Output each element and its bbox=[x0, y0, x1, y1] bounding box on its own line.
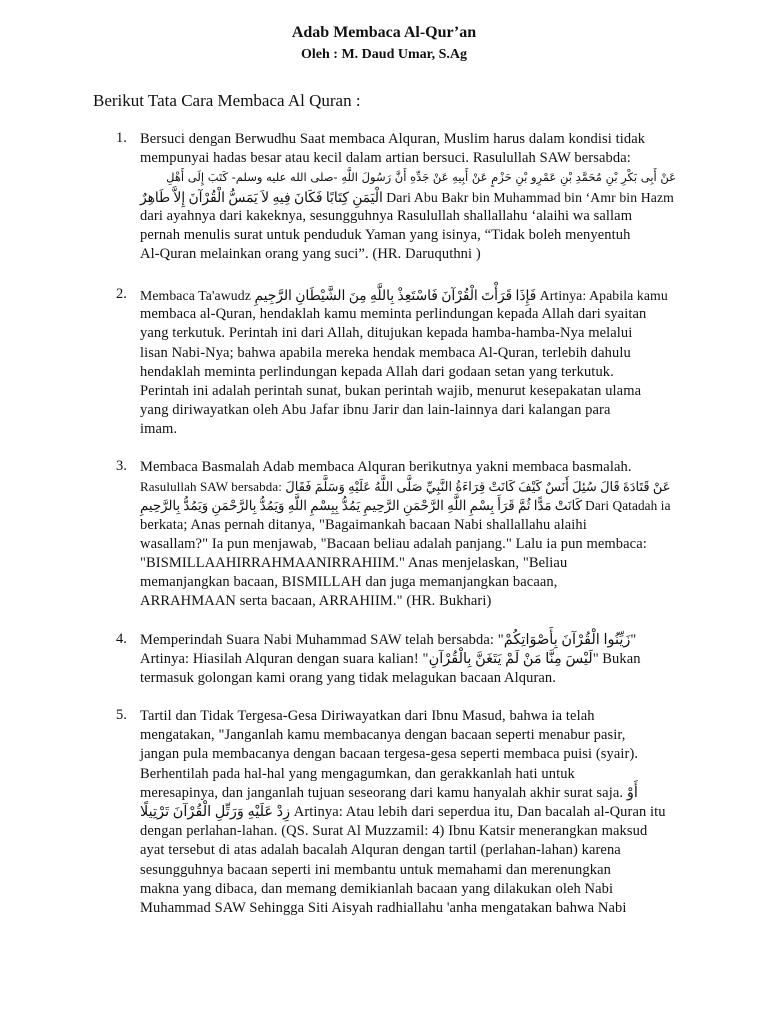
text-line: ayat tersebut di atas adalah bacalah Alquran dengan tartil (perlahan-lahan) karena bbox=[140, 842, 621, 859]
list-number: 5. bbox=[116, 707, 127, 723]
text-line: زِدْ عَلَيْهِ وَرَتِّلِ الْقُرْآنَ تَرْتِيلًا Artinya: Atau lebih dari seperdua itu, Dan bacalah al-Quran itu bbox=[140, 804, 666, 821]
text-line: memanjangkan bacaan, BISMILLAH dan juga memanjangkan bacaan, bbox=[140, 574, 558, 591]
section-heading: Berikut Tata Cara Membaca Al Quran : bbox=[93, 91, 361, 110]
arabic-line: عَنْ أَبِى بَكْرِ بْنِ مُحَمَّدِ بْنِ عَمْرِو بْنِ حَزْمٍ عَنْ أَبِيهِ عَنْ جَدِّهِ أَنَّ رَسُولَ اللَّهِ -صلى الله عليه وسلم- كَتَبَ إِلَى أَهْلِ bbox=[166, 170, 676, 185]
text-line: sesungguhnya bacaan seperti ini membantu untuk memahami dan merenungkan bbox=[140, 861, 611, 878]
text-line: Membaca Basmalah Adab membaca Alquran berikutnya yakni membaca basmalah. bbox=[140, 459, 632, 475]
list-item-text bbox=[140, 286, 676, 440]
text-line: pernah menulis surat untuk penduduk Yaman yang isinya, “Tidak boleh menyentuh bbox=[140, 227, 631, 244]
text-line: Tartil dan Tidak Tergesa-Gesa Diriwayatkan dari Ibnu Masud, bahwa ia telah bbox=[140, 708, 595, 724]
text-line: termasuk golongan kami orang yang tidak melagukan bacaan Alquran. bbox=[140, 670, 556, 687]
text-line: makna yang dibaca, dan memang demikianlah bacaan yang dilakukan oleh Nabi bbox=[140, 880, 614, 897]
text-line: mempunyai hadas besar atau kecil dalam artian bersuci. Rasulullah SAW bersabda: bbox=[140, 150, 631, 167]
list-item-text bbox=[140, 631, 676, 689]
text-line: berkata; Anas pernah ditanya, "Bagaimankah bacaan Nabi shallallahu alaihi bbox=[140, 516, 587, 533]
text-line: Berhentilah pada hal-hal yang mengagumkan, dan gerakkanlah hati untuk bbox=[140, 765, 575, 782]
text-line: Bersuci dengan Berwudhu Saat membaca Alquran, Muslim harus dalam kondisi tidak bbox=[140, 131, 646, 147]
text-line: Artinya: Hiasilah Alquran dengan suara kalian! "لَيْسَ مِنَّا مَنْ لَمْ يَتَغَنَّ بِالْقُرْآنِ" Bukan bbox=[140, 651, 641, 668]
text-line: dari ayahnya dari kakeknya, sesungguhnya Rasulullah shallallahu ‘alaihi wa sallam bbox=[140, 207, 633, 224]
text-line: imam. bbox=[140, 421, 178, 438]
list-item-text bbox=[140, 707, 676, 918]
list-number: 2. bbox=[116, 286, 127, 302]
text-line: Perintah ini adalah perintah sunat, bukan perintah wajib, menurut kesepakatan ulama bbox=[140, 383, 642, 400]
text-line: hendaklah meminta perlindungan kepada Allah dari godaan setan yang terkutuk. bbox=[140, 363, 614, 380]
text-line: yang terkutuk. Perintah ini dari Allah, ditujukan kepada hamba-hamba-Nya melalui bbox=[140, 325, 633, 342]
document-title: Adab Membaca Al-Qur’an bbox=[291, 24, 477, 41]
list-number: 3. bbox=[116, 458, 127, 474]
text-line: ARRAHMAAN serta bacaan, ARRAHIIM." (HR. Bukhari) bbox=[140, 593, 492, 610]
list-number: 4. bbox=[116, 631, 127, 647]
text-line: membaca al-Quran, hendaklah kamu meminta perlindungan kepada Allah dari syaitan bbox=[140, 306, 647, 323]
text-line: Membaca Ta'awudz فَإِذَا قَرَأْتَ الْقُرْآنَ فَاسْتَعِذْ بِاللَّهِ مِنَ الشَّيْطَانِ الرَّجِيمِ Artinya: Apabila kamu bbox=[140, 288, 668, 303]
text-line: yang diriwayatkan oleh Abu Jafar ibnu Jarir dan lain-lainnya dari kalangan para bbox=[140, 402, 611, 419]
list-item-text bbox=[140, 130, 676, 264]
text-line: dengan perlahan-lahan. (QS. Surat Al Muzzamil: 4) Ibnu Katsir menerangkan maksud bbox=[140, 823, 648, 840]
text-line: wasallam?" Ia pun menjawab, "Bacaan beliau adalah panjang." Lalu ia pun membaca: bbox=[140, 535, 647, 552]
text-line: Rasulullah SAW bersabda: عَنْ قَتَادَةَ قَالَ سُئِلَ أَنَسٌ كَيْفَ كَانَتْ قِرَاءَةُ النَّبِيِّ صَلَّى اللَّهُ عَلَيْهِ وَسَلَّمَ فَقَالَ bbox=[140, 479, 671, 495]
text-line: Muhammad SAW Sehingga Siti Aisyah radhiallahu 'anha mengatakan bahwa Nabi bbox=[140, 900, 627, 917]
text-line: كَانَتْ مَدًّا ثُمَّ قَرَأَ بِسْمِ اللَّهِ الرَّحْمَنِ الرَّحِيمِ يَمُدُّ بِبِسْمِ اللَّهِ وَيَمُدُّ بِالرَّحْمَنِ وَيَمُدُّ بِالرَّحِيمِ Dari Qatadah ia bbox=[140, 498, 671, 514]
list-item-text bbox=[140, 458, 676, 612]
list-number: 1. bbox=[116, 130, 127, 146]
text-line: lisan Nabi-Nya; bahwa apabila mereka hendak membaca Al-Quran, terlebih dahulu bbox=[140, 344, 631, 361]
text-line: Memperindah Suara Nabi Muhammad SAW telah bersabda: "زَيِّنُوا الْقُرْآنَ بِأَصْوَاتِكُمْ" bbox=[140, 632, 637, 648]
text-line: الْيَمَنِ كِتَابًا فَكَانَ فِيهِ لاَ يَمَسُّ الْقُرْآنَ إِلاَّ طَاهِرٌ Dari Abu Bakr bin Muhammad bin ‘Amr bin Hazm bbox=[140, 189, 674, 205]
text-line: "BISMILLAAHIRRAHMAANIRRAHIIM." Anas menjelaskan, "Beliau bbox=[140, 555, 568, 572]
text-line: mengatakan, "Janganlah kamu membacanya dengan bacaan seperti menabur pasir, bbox=[140, 727, 626, 744]
text-line: meresapinya, dan janganlah tujuan seseorang dari kamu hanyalah akhir surat saja. أَوْ bbox=[140, 784, 638, 801]
document-author: Oleh : M. Daud Umar, S.Ag bbox=[301, 47, 467, 62]
text-line: Al-Quran melainkan orang yang suci”. (HR. Daruquthni ) bbox=[140, 246, 481, 263]
text-line: jangan pula membacanya dengan bacaan tergesa-gesa seperti membaca puisi (syair). bbox=[140, 746, 639, 763]
